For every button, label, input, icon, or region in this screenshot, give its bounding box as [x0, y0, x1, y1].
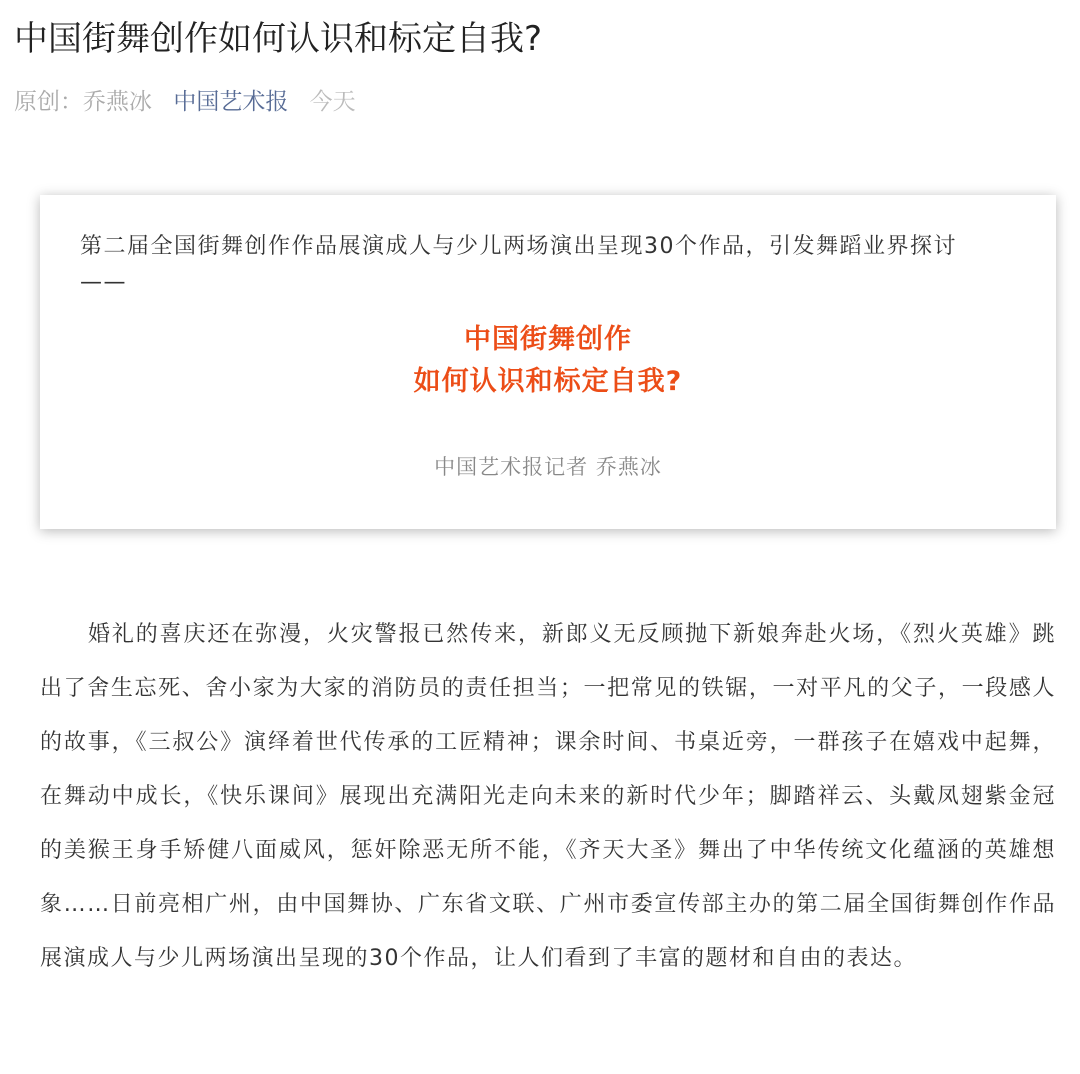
article-title: 中国街舞创作如何认识和标定自我? — [14, 19, 543, 59]
account-link[interactable]: 中国艺术报 — [173, 89, 289, 115]
author-label: 原创：乔燕冰 — [14, 89, 152, 115]
intro-lead-line1: 第二届全国街舞创作作品展演成人与少儿两场演出呈现30个作品，引发舞蹈业界探讨 — [80, 234, 957, 259]
publish-date: 今天 — [309, 89, 356, 115]
article-meta — [14, 84, 370, 120]
intro-lead-line2: —— — [80, 270, 127, 295]
intro-headline-line2: 如何认识和标定自我? — [413, 366, 683, 397]
intro-headline-line1: 中国街舞创作 — [464, 324, 632, 355]
article-paragraph: 婚礼的喜庆还在弥漫，火灾警报已然传来，新郎义无反顾抛下新娘奔赴火场，《烈火英雄》跳出了舍生忘死、舍小家为大家的消防员的责任担当；一把常见的铁锯，一对平凡的父子，一段感人的故事，《三叔公》演绎着世代传承的工匠精神；课余时间、书桌近旁，一群孩子在嬉戏中起舞，在舞动中成长，《快乐课间》展现出充满阳光走向未来的新时代少年；脚踏祥云、头戴凤翅紫金冠的美猴王身手矫健八面威风，惩奸除恶无所不能，《齐天大圣》舞出了中华传统文化蕴涵的英雄想象……日前亮相广州，由中国舞协、广东省文联、广州市委宣传部主办的第二届全国街舞创作作品展演成人与少儿两场演出呈现的30个作品，让人们看到了丰富的题材和自由的表达。 — [40, 622, 1056, 971]
intro-lead — [80, 229, 1030, 301]
intro-headline — [40, 319, 1056, 403]
intro-byline: 中国艺术报记者 乔燕冰 — [434, 455, 662, 479]
intro-card — [40, 195, 1056, 529]
